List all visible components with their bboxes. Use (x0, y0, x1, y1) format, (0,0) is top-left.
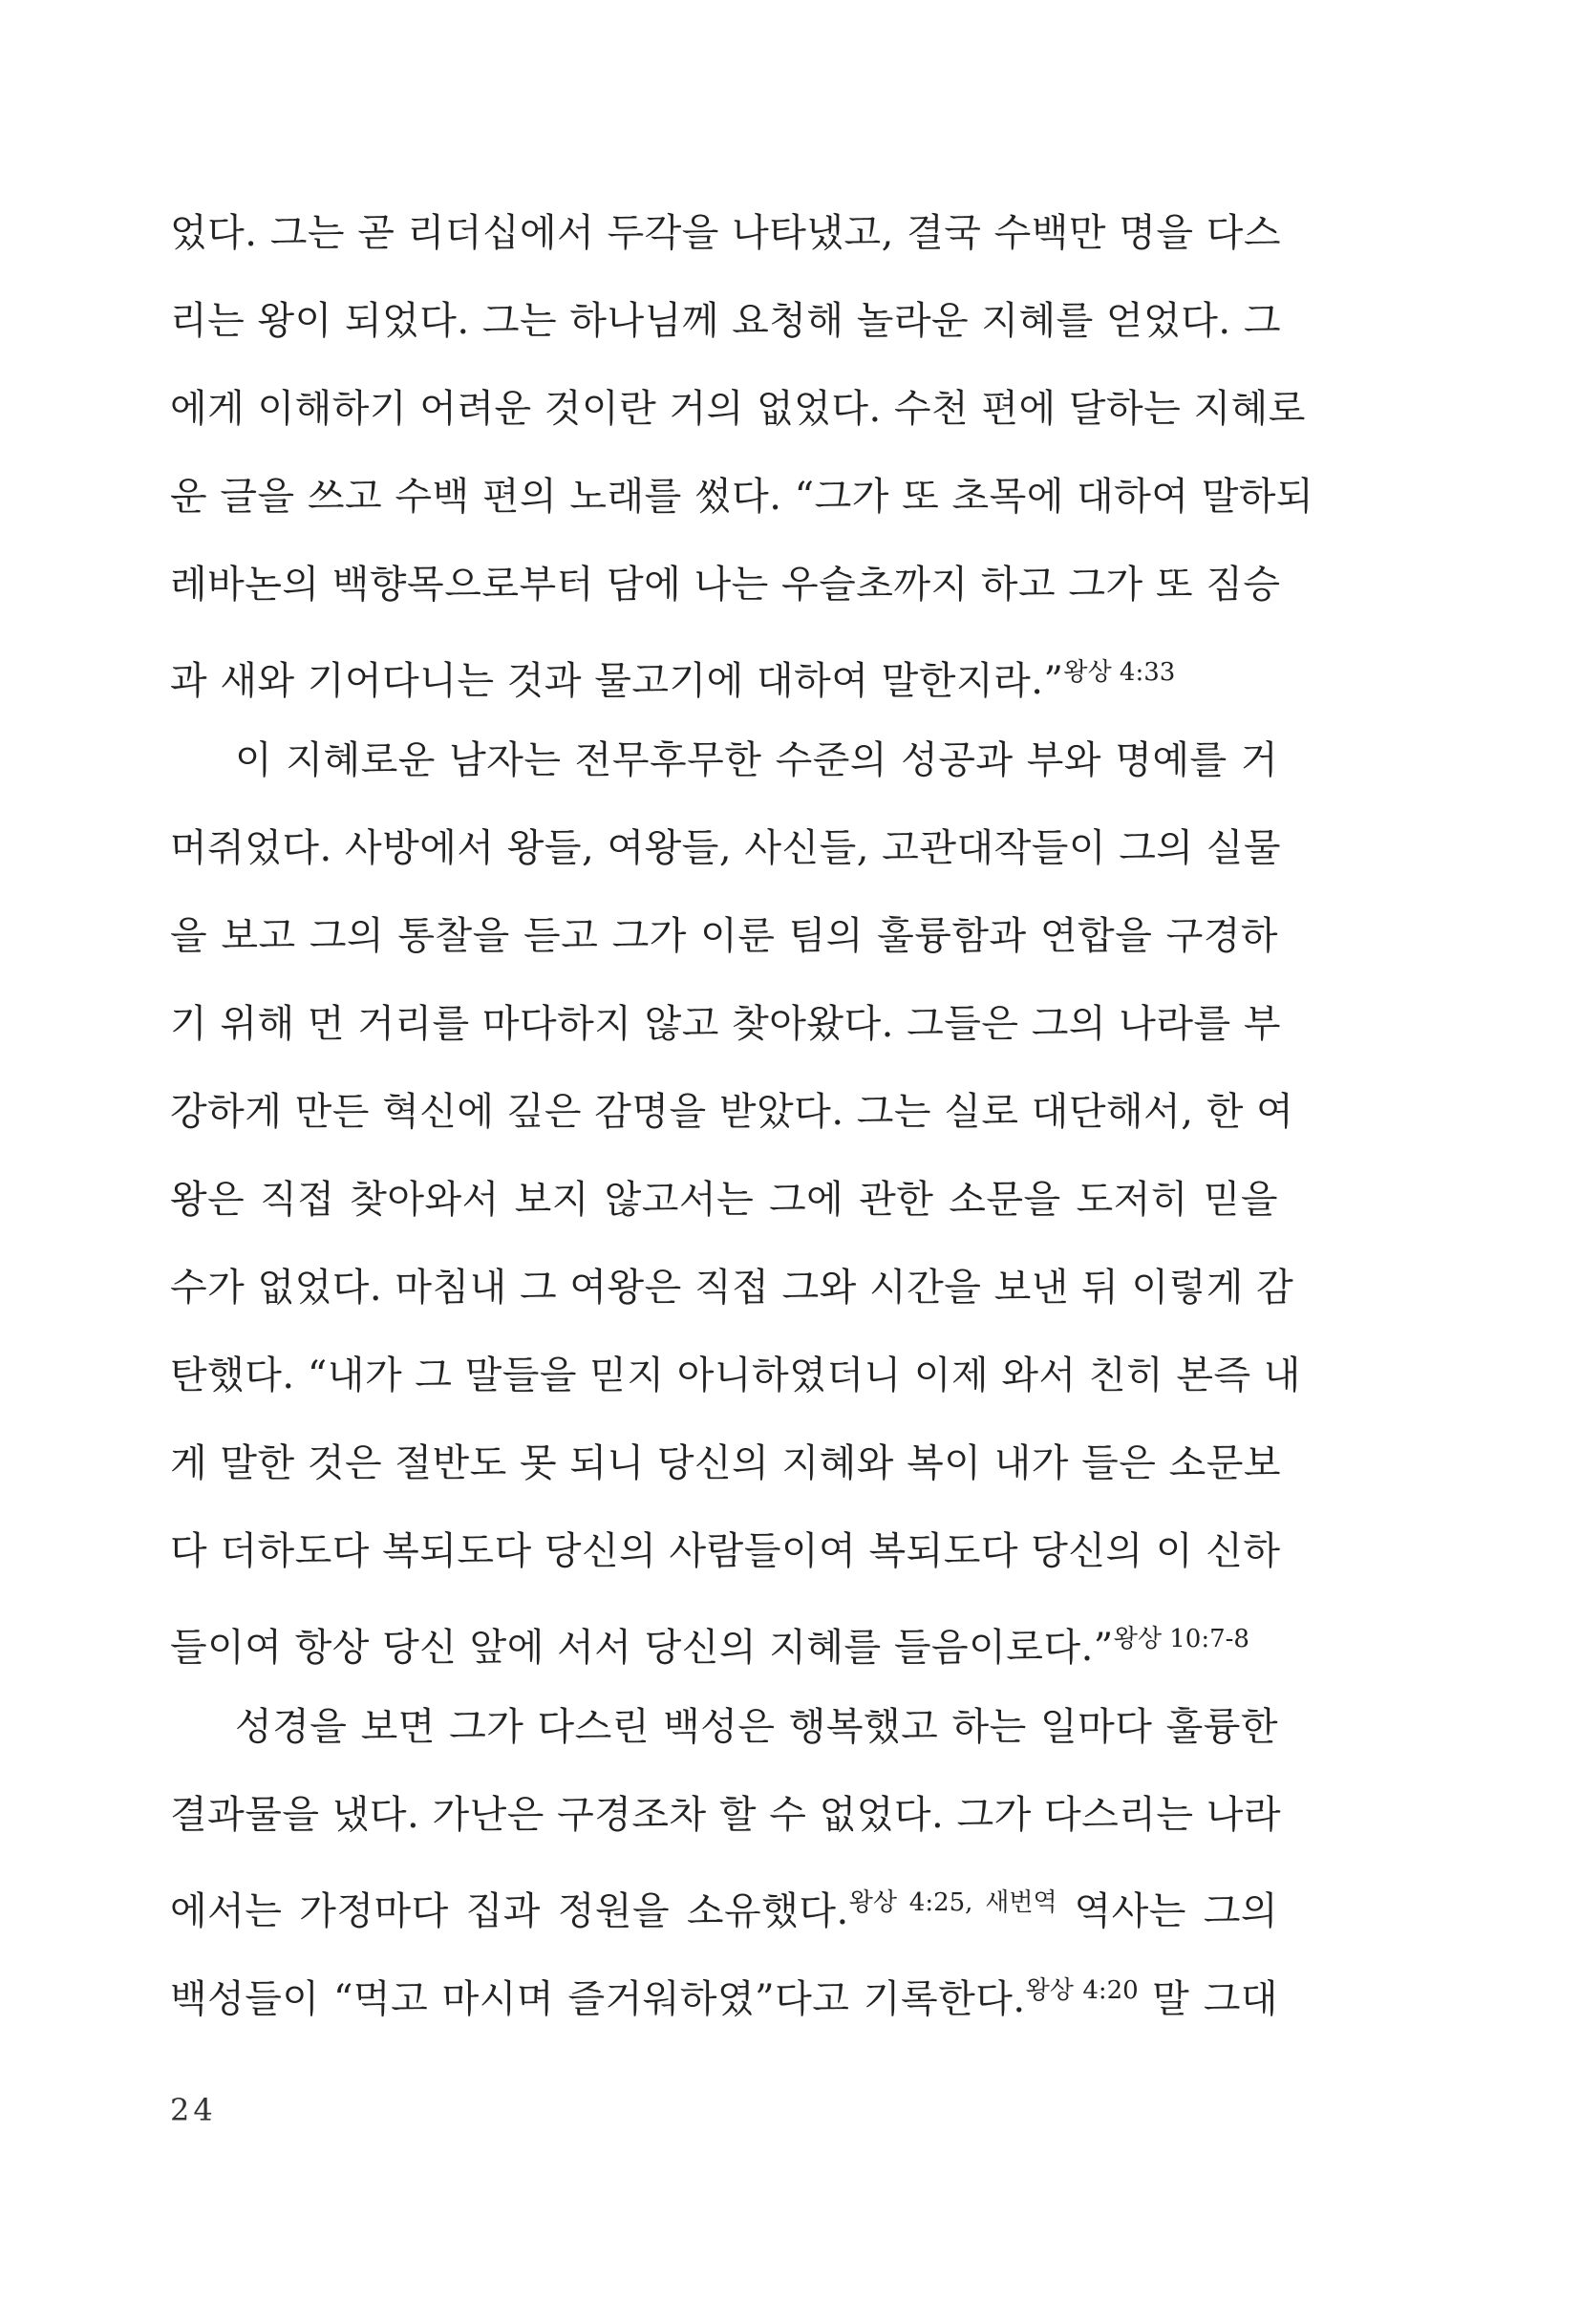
scripture-reference: 왕상 10:7-8 (1113, 1625, 1249, 1653)
text-line: 게 말한 것은 절반도 못 되니 당신의 지혜와 복이 내가 들은 소문보 (170, 1441, 1282, 1485)
text-line (170, 1859, 1278, 1947)
body-text (170, 189, 1314, 2035)
line-text: 과 새와 기어다니는 것과 물고기에 대하여 말한지라.” (170, 659, 1064, 703)
text-line (170, 1595, 1278, 1683)
text-line: 다 더하도다 복되도다 당신의 사람들이여 복되도다 당신의 이 신하 (170, 1529, 1281, 1573)
scripture-reference: 왕상 4:33 (1063, 658, 1176, 687)
scripture-reference: 왕상 4:25, 새번역 (848, 1888, 1057, 1917)
page-number: 24 (170, 2092, 217, 2128)
text-line: 기 위해 먼 거리를 마다하지 않고 찾아왔다. 그들은 그의 나라를 부 (170, 1002, 1282, 1046)
text-line: 머쥐었다. 사방에서 왕들, 여왕들, 사신들, 고관대작들이 그의 실물 (170, 826, 1282, 870)
text-line: 운 글을 쓰고 수백 편의 노래를 썼다. “그가 또 초목에 대하여 말하되 (170, 475, 1314, 519)
text-line: 레바논의 백향목으로부터 담에 나는 우슬초까지 하고 그가 또 짐승 (170, 563, 1281, 607)
text-line: 강하게 만든 혁신에 깊은 감명을 받았다. 그는 실로 대단해서, 한 여 (170, 1090, 1294, 1134)
line-text: 백성들이 “먹고 마시며 즐거워하였”다고 기록한다. (170, 1977, 1026, 2021)
text-line (170, 629, 1278, 716)
text-line: 수가 없었다. 마침내 그 여왕은 직접 그와 시간을 보낸 뒤 이렇게 감 (170, 1266, 1294, 1310)
text-line: 이 지혜로운 남자는 전무후무한 수준의 성공과 부와 명예를 거 (235, 738, 1278, 782)
text-line: 었다. 그는 곧 리더십에서 두각을 나타냈고, 결국 수백만 명을 다스 (170, 211, 1282, 255)
paragraph-2 (170, 716, 1301, 1683)
paragraph-3 (170, 1683, 1282, 2035)
text-line: 에게 이해하기 어려운 것이란 거의 없었다. 수천 편에 달하는 지혜로 (170, 387, 1306, 431)
line-text-continued: 역사는 그의 (1057, 1889, 1278, 1933)
paragraph-1 (170, 189, 1314, 716)
text-line: 탄했다. “내가 그 말들을 믿지 아니하였더니 이제 와서 친히 본즉 내 (170, 1354, 1301, 1397)
text-line: 성경을 보면 그가 다스린 백성은 행복했고 하는 일마다 훌륭한 (235, 1705, 1278, 1749)
text-line: 을 보고 그의 통찰을 듣고 그가 이룬 팀의 훌륭함과 연합을 구경하 (170, 914, 1278, 958)
text-line: 리는 왕이 되었다. 그는 하나님께 요청해 놀라운 지혜를 얻었다. 그 (170, 299, 1282, 343)
text-line: 결과물을 냈다. 가난은 구경조차 할 수 없었다. 그가 다스리는 나라 (170, 1793, 1282, 1837)
line-text: 에서는 가정마다 집과 정원을 소유했다. (170, 1889, 849, 1933)
line-text-continued: 말 그대 (1138, 1977, 1278, 2021)
text-line (170, 1947, 1278, 2035)
line-text: 들이여 항상 당신 앞에 서서 당신의 지혜를 들음이로다.” (170, 1626, 1114, 1670)
scripture-reference: 왕상 4:20 (1025, 1976, 1139, 2005)
text-line: 왕은 직접 찾아와서 보지 않고서는 그에 관한 소문을 도저히 믿을 (170, 1178, 1278, 1222)
